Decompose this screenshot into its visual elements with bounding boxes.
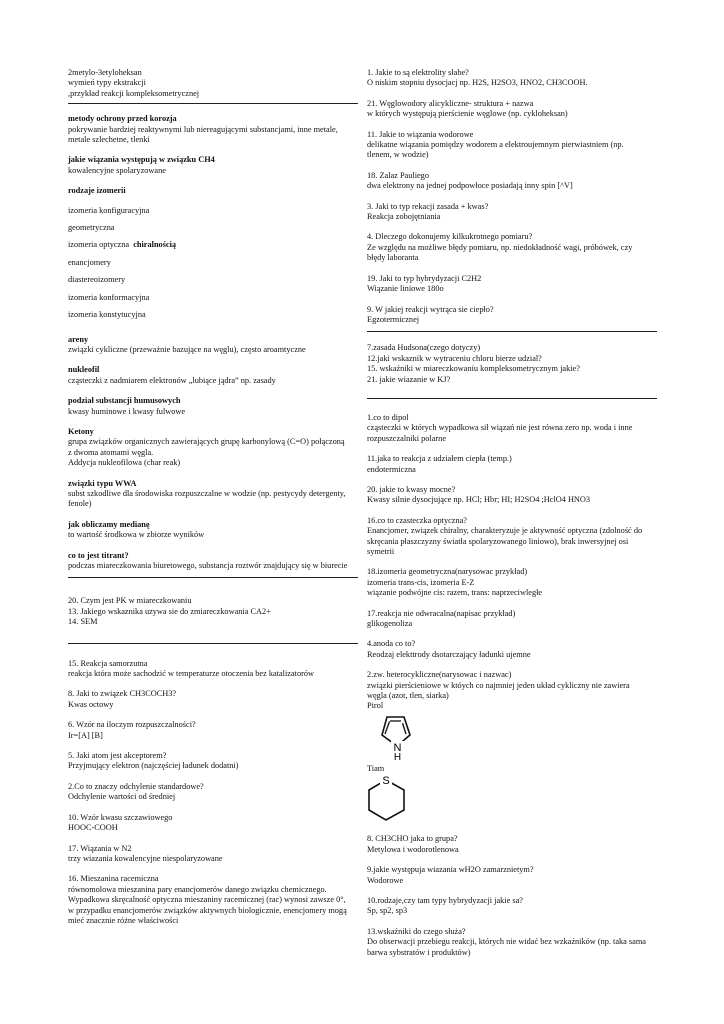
text-line: Kwasy silnie dysocjujące np. HCl; Hbr; HI; H2SO4 ;HclO4 HNO3 (367, 495, 591, 505)
text-line: tlenem, w wodzie) (367, 150, 429, 160)
text-line: grupa związków organicznych zawierających grupę karbonylową (C=O) połączoną (68, 437, 345, 447)
text-line: 18.izomeria geometryczna(narysowac przykład) (367, 567, 528, 577)
qa-block (68, 186, 358, 196)
isomer-item: izomeria konfiguracyjna (68, 205, 150, 215)
text-line: kwasy huminowe i kwasy fulwowe (68, 406, 186, 416)
text-line: skręcania płaszczyzny światła spolaryzowanego liniowo), brak inwersyjnej osi (367, 536, 629, 546)
text-line: 20. Czym jest PK w miareczkowaniu (68, 596, 192, 606)
text-line: Metylowa i wodorotlenowa (367, 844, 459, 854)
qa-block (68, 844, 358, 865)
chirality-label: chiralnością (133, 240, 177, 250)
text-line: izomeria trans-cis, izomeria E-Z (367, 577, 475, 587)
isomer-list (68, 206, 358, 321)
pirol-label: Pirol (367, 701, 384, 711)
text-line: w przypadku enancjomerów związków aktywnych biologicznie, enencjomery mogą (68, 905, 347, 915)
text-line: 20. jakie to kwasy mocne? (367, 484, 456, 494)
text-line: Addycja nukleofilowa (char reak) (68, 458, 181, 468)
section-heading: związki typu WWA (68, 478, 137, 488)
text-line: metale szlechetne, tlenki (68, 135, 150, 145)
qa-block (367, 413, 657, 444)
section-heading: rodzaje izomerii (68, 186, 126, 196)
text-line: 4.anoda co to? (367, 639, 416, 649)
text-line: 3. Jaki to typ rekacji zasada + kwas? (367, 201, 489, 211)
qa-block (367, 171, 657, 192)
pyrrole-h-atom: H (393, 751, 402, 760)
text-line: 19. Jaki to typ hybrydyzacji C2H2 (367, 273, 482, 283)
text-line: Wiązanie liniowe 180o (367, 284, 444, 294)
section-heading: Ketony (68, 426, 94, 436)
divider (367, 331, 657, 332)
text-line: Egzotermicznej (367, 314, 420, 324)
qa-block (367, 485, 657, 506)
heterocycle-block (367, 670, 657, 712)
isomer-item: diastereoizomery (68, 275, 126, 285)
text-line: subst szkodliwe dla środowiska rozpuszczalne w wodzie (np. pestycydy detergenty, (68, 488, 346, 498)
text-line: Reodzaj elekttrody dsotarczający ładunki ujemne (367, 649, 531, 659)
text-line: 17.reakcja nie odwracalna(napisac przykład) (367, 608, 516, 618)
qa-block (367, 639, 657, 660)
pyrrole-n-atom: N (393, 741, 402, 754)
text-line: 10. Wzór kwasu szczawiowego (68, 812, 173, 822)
text-line: 1.co to dipol (367, 412, 409, 422)
text-line: 2.Co to znaczy odchylenie standardowe? (68, 781, 204, 791)
text-line: glikogenoliza (367, 619, 413, 629)
text-line: 8. CH3CHO jaka to grupa? (367, 834, 458, 844)
isomer-item-row (68, 240, 358, 250)
thiane-structure (367, 774, 417, 832)
text-line: Odchylenie wartości od średniej (68, 792, 176, 802)
text-line: 13.wskaźniki do czego służa? (367, 926, 466, 936)
qa-block (68, 479, 358, 510)
divider (68, 103, 358, 104)
qa-block (367, 305, 657, 326)
text-line: Reakcja zobojętniania (367, 212, 441, 222)
text-line: 6. Wzór na iloczym rozpuszczalności? (68, 720, 196, 730)
text-line: 11. Jakie to wiązania wodorowe (367, 129, 474, 139)
text-line: dwa elektrony na jednej podpowłoce posiadają inny spin [^V] (367, 181, 573, 191)
isomer-item: izomeria konstytucyjna (68, 310, 146, 320)
text-line: fenole) (68, 499, 92, 509)
text-line: 9.jakie występuja wiazania wH2O zamarznietym? (367, 865, 534, 875)
text-line: 9. W jakiej reakcji wytrąca sie ciepło? (367, 304, 494, 314)
qa-block (68, 155, 358, 176)
section-heading: areny (68, 334, 89, 344)
isomer-item: izomeria optyczna (68, 240, 130, 250)
qa-block (68, 520, 358, 541)
qa-block (68, 813, 358, 834)
text-line: cząsteczki z nadmiarem elektronów „lubiące jądra” np. zasady (68, 375, 276, 385)
qa-block (68, 659, 358, 680)
section-heading: jakie wiązania występują w związku CH4 (68, 155, 215, 165)
isomer-item: enancjomery (68, 257, 111, 267)
text-line: Ir=[A] [B] (68, 730, 103, 740)
right-column (367, 68, 657, 968)
text-line: mieć znacznie różne właściwości (68, 915, 179, 925)
divider (367, 398, 657, 399)
isomer-item: izomeria konformacyjna (68, 292, 150, 302)
text-line: 1. Jakie to są elektrolity słabe? (367, 68, 469, 77)
qa-block (68, 874, 358, 926)
qa-block (367, 454, 657, 475)
text-line: 14. SEM (68, 617, 98, 627)
text-line: Przyjmujący elektron (najczęściej ładunek dodatni) (68, 761, 239, 771)
text-line: związki pierścieniowe w któych co najmniej jeden układ cykliczny nie zawiera (367, 680, 630, 690)
text-line: Wodorowe (367, 875, 404, 885)
section-heading: nukleofil (68, 365, 100, 375)
text-line: Kwas octowy (68, 699, 114, 709)
text-line: z dwoma atomami węgla. (68, 447, 154, 457)
qa-block (367, 865, 657, 886)
text-line: pokrywanie bardziej reaktywnymi lub niereagującymi substancjami, inne metale, (68, 124, 338, 134)
text-line: równomolowa mieszanina pary enancjomerów danego związku chemicznego. (68, 884, 327, 894)
text-line: 21. Węglowodory alicykliczne- struktura + nazwa (367, 98, 534, 108)
section-heading: jak obliczamy medianę (68, 519, 150, 529)
text-line: 2metylo-3etyloheksan (68, 68, 142, 77)
text-line: 16.co to czasteczka optyczna? (367, 515, 467, 525)
qa-block (367, 232, 657, 263)
text-line: 2.zw. heterocykliczne(narysowac i nazwac) (367, 670, 512, 680)
text-line: 8. Jaki to związek CH3COCH3? (68, 689, 177, 699)
qa-block (367, 834, 657, 855)
text-line: HOOC-COOH (68, 823, 118, 833)
question-group (68, 596, 358, 627)
text-line: reakcja która może sachodzić w temperaturze otoczenia bez katalizatorów (68, 669, 315, 679)
text-line: 13. Jakiego wskaznika uzywa sie do zmiareczkowania CA2+ (68, 606, 271, 616)
text-line: wymień typy ekstrakcji (68, 78, 146, 88)
text-line: 5. Jaki atom jest akceptorem? (68, 751, 167, 761)
qa-block (367, 130, 657, 161)
text-line: symetrii (367, 547, 395, 556)
text-line: kowalencyjne spolaryzowane (68, 165, 166, 175)
text-line: to wartość środkowa w zbiorze wyników (68, 530, 205, 540)
qa-block (68, 396, 358, 417)
qa-block (68, 751, 358, 772)
isomer-item: geometryczna (68, 223, 115, 233)
text-line: O niskim stopniu dysocjacj np. H2S, H2SO3, HNO2, CH3COOH. (367, 78, 588, 88)
section-heading: metody ochrony przed korozja (68, 114, 177, 124)
text-line: podczas miareczkowania biuretowego, substancja roztwór znajdujący się w biurecie (68, 561, 348, 570)
text-line: cząsteczki w których wypadkowa sił wiązań nie jest równa zero np. woda i inne (367, 423, 633, 433)
text-line: endotermiczna (367, 464, 416, 474)
divider (68, 577, 358, 578)
text-line: ,przykład reakcji kompleksometrycznej (68, 88, 200, 98)
text-line: 15. Reakcja samorzutna (68, 658, 148, 668)
text-line: trzy wiazania kowalencyjne niespolaryzowane (68, 853, 223, 863)
text-line: Enancjomer, związek chiralny, charakteryzuje je aktywność optyczna (zdolność do (367, 526, 643, 536)
text-line: 11.jaka to reakcja z udziałem ciepła (temp.) (367, 454, 512, 464)
tiam-label-block (367, 764, 657, 774)
text-line: rozpuszczalniki polarne (367, 433, 447, 443)
qa-block (68, 689, 358, 710)
qa-block (68, 720, 358, 741)
question-group (367, 343, 657, 385)
divider (68, 643, 358, 644)
text-line: wiązanie podwójne cis: razem, trans: naprzeciwległe (367, 588, 543, 598)
qa-block (68, 335, 358, 356)
qa-block (68, 365, 358, 386)
text-line: 10.rodzaje,czy tam typy hybrydyzacji jakie sa? (367, 895, 523, 905)
thiane-s-atom: S (382, 775, 390, 788)
text-line: węgla (azot, tlen, siarka) (367, 691, 449, 701)
text-line: 17. Wiązania w N2 (68, 843, 132, 853)
text-line: 12.jaki wskaznik w wytraceniu chloru bierze udzial? (367, 353, 542, 363)
text-line: błędy laboranta (367, 253, 419, 263)
qa-block (68, 114, 358, 145)
text-line: Do obserwacji przebiegu reakcji, których nie widać bez wzkaźników (np. taka sama (367, 937, 646, 947)
qa-block (367, 609, 657, 630)
text-line: 4. Dleczego dokonujemy kilkukrotnego pomiaru? (367, 232, 533, 242)
text-line: Wypadkowa skręcalność optyczna mieszaniny racemicznej (rac) wynosi zawsze 0°, (68, 895, 346, 905)
text-line: 21. jakie wiazanie w KJ? (367, 374, 451, 384)
qa-block (367, 896, 657, 917)
qa-block (367, 68, 657, 89)
tiam-label: Tiam (367, 763, 385, 773)
qa-block (367, 274, 657, 295)
text-line: w których występują pierścienie węglowe (np. cykloheksan) (367, 109, 568, 119)
text-line: 7.zasada Hudsona(czego dotyczy) (367, 343, 481, 353)
intro-block (68, 68, 358, 99)
text-line: Sp, sp2, sp3 (367, 906, 408, 916)
pyrrole-structure (367, 714, 427, 760)
text-line: związki cykliczne (przeważnie bazujące na węglu), często aroamtyczne (68, 344, 306, 354)
qa-block (68, 551, 358, 572)
section-heading: podział substancji humusowych (68, 396, 181, 406)
qa-block (367, 202, 657, 223)
qa-block (367, 927, 657, 958)
text-line: 15. wskaźniki w miareczkowaniu kompleksometrycznym jakie? (367, 364, 580, 374)
qa-block (68, 782, 358, 803)
qa-block (367, 99, 657, 120)
text-line: Ze względu na możliwe błędy pomiaru, np. niedokładność wagi, próbówek, czy (367, 242, 633, 252)
qa-block (367, 516, 657, 558)
qa-block (367, 567, 657, 598)
left-column (68, 68, 358, 936)
text-line: barwa sybstratów i produktów) (367, 947, 471, 957)
text-line: delikatne wiązania pomiędzy wodorem a elektroujemnym pierwiastniem (np. (367, 140, 624, 150)
text-line: 16. Mieszanina racemiczna (68, 874, 159, 884)
qa-block (68, 427, 358, 469)
text-line: 18. Zalaz Pauliego (367, 170, 429, 180)
section-heading: co to jest titrant? (68, 550, 129, 560)
